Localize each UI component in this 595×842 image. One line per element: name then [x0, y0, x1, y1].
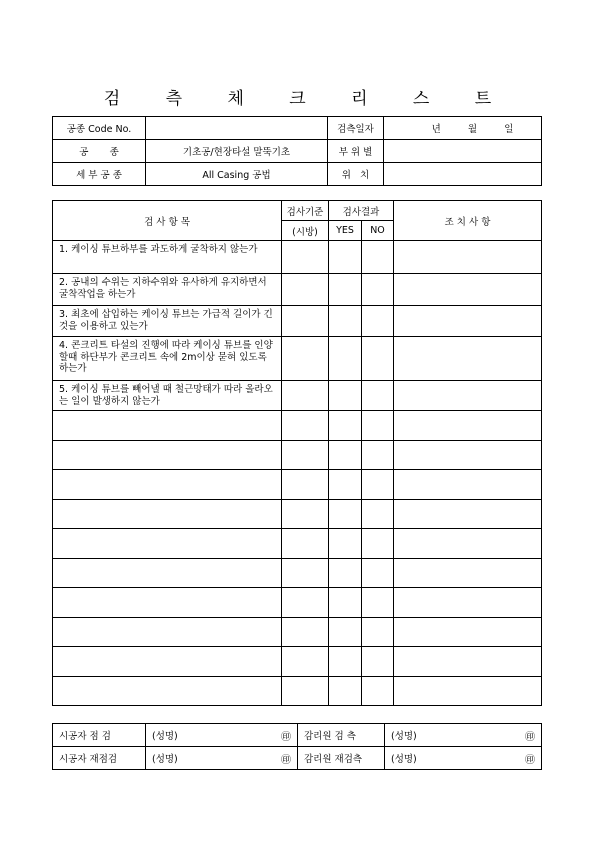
- action-cell[interactable]: [394, 559, 542, 588]
- no-cell[interactable]: [362, 274, 394, 306]
- action-cell[interactable]: [394, 411, 542, 441]
- standard-cell[interactable]: [282, 529, 329, 559]
- inspection-date-label: 검측일자: [328, 117, 384, 140]
- table-row: [53, 588, 542, 618]
- standard-cell[interactable]: [282, 441, 329, 470]
- no-cell[interactable]: [362, 381, 394, 411]
- name-label: (성명): [391, 730, 417, 742]
- item-cell[interactable]: [53, 500, 282, 529]
- table-row: [53, 529, 542, 559]
- action-cell[interactable]: [394, 647, 542, 677]
- standard-cell[interactable]: [282, 500, 329, 529]
- contractor-recheck-signature[interactable]: [146, 747, 298, 770]
- item-cell[interactable]: [53, 647, 282, 677]
- yes-cell[interactable]: [329, 381, 362, 411]
- table-row: [53, 381, 542, 411]
- supervisor-check-signature[interactable]: [385, 724, 542, 747]
- table-row: [53, 337, 542, 381]
- standard-cell[interactable]: [282, 241, 329, 274]
- no-cell[interactable]: [362, 500, 394, 529]
- col-standard-sub-header: (시방): [282, 221, 329, 241]
- col-yes-header: YES: [329, 221, 362, 241]
- signature-table: [52, 723, 542, 770]
- item-cell[interactable]: [53, 529, 282, 559]
- part-field[interactable]: [384, 140, 542, 163]
- work-type-value[interactable]: 기초공/현장타설 말뚝기초: [146, 140, 328, 163]
- table-row: [53, 274, 542, 306]
- seal-icon: ㊞: [525, 754, 535, 766]
- work-code-field[interactable]: [146, 117, 328, 140]
- action-cell[interactable]: [394, 588, 542, 618]
- col-standard-header: 검사기준: [282, 201, 329, 221]
- contractor-recheck-label: 시공자 재점검: [53, 747, 146, 770]
- table-row: [53, 441, 542, 470]
- yes-cell[interactable]: [329, 618, 362, 647]
- checklist-item-2: 2. 공내의 수위는 지하수위와 유사하게 유지하면서 굴착작업을 하는가: [53, 274, 282, 306]
- checklist-item-3: 3. 최초에 삽입하는 케이싱 튜브는 가급적 길이가 긴것을 이용하고 있는가: [53, 306, 282, 337]
- no-cell[interactable]: [362, 677, 394, 706]
- action-cell[interactable]: [394, 618, 542, 647]
- no-cell[interactable]: [362, 470, 394, 500]
- name-label: (성명): [152, 730, 178, 742]
- col-no-header: NO: [362, 221, 394, 241]
- action-cell[interactable]: [394, 529, 542, 559]
- item-cell[interactable]: [53, 411, 282, 441]
- action-cell[interactable]: [394, 677, 542, 706]
- item-cell[interactable]: [53, 618, 282, 647]
- no-cell[interactable]: [362, 241, 394, 274]
- table-row: [53, 470, 542, 500]
- yes-cell[interactable]: [329, 441, 362, 470]
- part-label: 부 위 별: [328, 140, 384, 163]
- action-cell[interactable]: [394, 441, 542, 470]
- date-day-label: 일: [504, 124, 514, 135]
- standard-cell[interactable]: [282, 306, 329, 337]
- table-row: [53, 559, 542, 588]
- name-label: (성명): [152, 753, 178, 765]
- no-cell[interactable]: [362, 618, 394, 647]
- contractor-check-signature[interactable]: [146, 724, 298, 747]
- checklist-item-5: 5. 케이싱 튜브를 빼어낼 때 철근망태가 따라 올라오는 일이 발생하지 않는가: [53, 381, 282, 411]
- yes-cell[interactable]: [329, 337, 362, 381]
- yes-cell[interactable]: [329, 500, 362, 529]
- yes-cell[interactable]: [329, 647, 362, 677]
- table-row: [53, 500, 542, 529]
- no-cell[interactable]: [362, 441, 394, 470]
- table-row: [53, 647, 542, 677]
- col-result-header: 검사결과: [329, 201, 394, 221]
- standard-cell[interactable]: [282, 618, 329, 647]
- yes-cell[interactable]: [329, 529, 362, 559]
- yes-cell[interactable]: [329, 470, 362, 500]
- standard-cell[interactable]: [282, 470, 329, 500]
- item-cell[interactable]: [53, 588, 282, 618]
- item-cell[interactable]: [53, 441, 282, 470]
- contractor-check-label: 시공자 점 검: [53, 724, 146, 747]
- table-row: [53, 241, 542, 274]
- yes-cell[interactable]: [329, 274, 362, 306]
- checklist-table: [52, 200, 542, 706]
- col-action-header: 조 치 사 항: [394, 201, 542, 241]
- no-cell[interactable]: [362, 529, 394, 559]
- yes-cell[interactable]: [329, 411, 362, 441]
- page-title: 검 측 체 크 리 스 트: [103, 89, 512, 109]
- sub-work-label: 세 부 공 종: [53, 163, 146, 186]
- table-row: [53, 618, 542, 647]
- no-cell[interactable]: [362, 306, 394, 337]
- standard-cell[interactable]: [282, 337, 329, 381]
- no-cell[interactable]: [362, 647, 394, 677]
- supervisor-recheck-signature[interactable]: [385, 747, 542, 770]
- date-month-label: 월: [467, 124, 478, 135]
- supervisor-check-label: 감리원 검 측: [298, 724, 385, 747]
- date-year-label: 년: [431, 124, 441, 135]
- inspection-date-field[interactable]: [384, 117, 542, 140]
- work-type-label: 공 종: [53, 140, 146, 163]
- action-cell[interactable]: [394, 241, 542, 274]
- yes-cell[interactable]: [329, 677, 362, 706]
- yes-cell[interactable]: [329, 241, 362, 274]
- table-row: [53, 411, 542, 441]
- no-cell[interactable]: [362, 588, 394, 618]
- table-row: [53, 306, 542, 337]
- item-cell[interactable]: [53, 677, 282, 706]
- standard-cell[interactable]: [282, 677, 329, 706]
- seal-icon: ㊞: [281, 754, 291, 766]
- no-cell[interactable]: [362, 559, 394, 588]
- sub-work-value[interactable]: All Casing 공법: [146, 163, 328, 186]
- action-cell[interactable]: [394, 381, 542, 411]
- location-field[interactable]: [384, 163, 542, 186]
- item-cell[interactable]: [53, 559, 282, 588]
- action-cell[interactable]: [394, 500, 542, 529]
- action-cell[interactable]: [394, 470, 542, 500]
- location-label: 위 치: [328, 163, 384, 186]
- standard-cell[interactable]: [282, 588, 329, 618]
- col-item-header: 검 사 항 목: [53, 201, 282, 241]
- standard-cell[interactable]: [282, 559, 329, 588]
- info-table: [52, 116, 542, 186]
- action-cell[interactable]: [394, 337, 542, 381]
- standard-cell[interactable]: [282, 381, 329, 411]
- standard-cell[interactable]: [282, 411, 329, 441]
- work-code-label: 공종 Code No.: [53, 117, 146, 140]
- table-row: [53, 677, 542, 706]
- no-cell[interactable]: [362, 337, 394, 381]
- no-cell[interactable]: [362, 411, 394, 441]
- seal-icon: ㊞: [525, 731, 535, 743]
- action-cell[interactable]: [394, 274, 542, 306]
- yes-cell[interactable]: [329, 306, 362, 337]
- checklist-item-1: 1. 케이싱 튜브하부를 과도하게 굴착하지 않는가: [53, 241, 282, 274]
- standard-cell[interactable]: [282, 274, 329, 306]
- supervisor-recheck-label: 감리원 재검측: [298, 747, 385, 770]
- standard-cell[interactable]: [282, 647, 329, 677]
- yes-cell[interactable]: [329, 588, 362, 618]
- item-cell[interactable]: [53, 470, 282, 500]
- seal-icon: ㊞: [281, 731, 291, 743]
- yes-cell[interactable]: [329, 559, 362, 588]
- name-label: (성명): [391, 753, 417, 765]
- action-cell[interactable]: [394, 306, 542, 337]
- checklist-item-4: 4. 콘크리트 타설의 진행에 따라 케이싱 튜브를 인양할때 하단부가 콘크리트 속에 2m이상 묻혀 있도록 하는가: [53, 337, 282, 381]
